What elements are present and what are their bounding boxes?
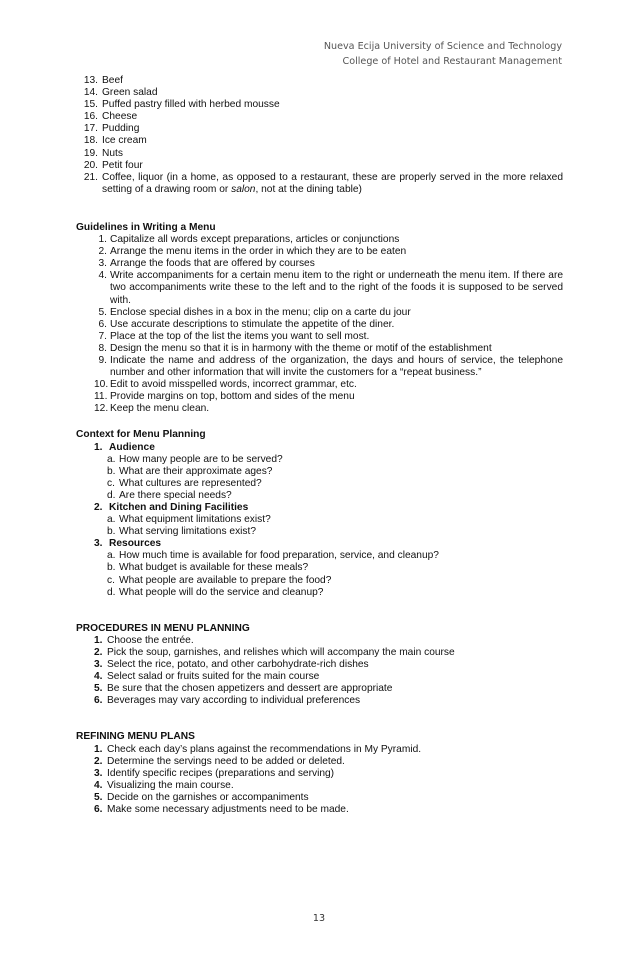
list-item xyxy=(76,160,563,172)
page-content xyxy=(76,75,563,816)
item-number: 5. xyxy=(94,683,103,695)
list-item xyxy=(76,111,563,123)
item-text: What serving limitations exist? xyxy=(119,526,257,538)
list-item xyxy=(94,744,563,756)
list-item xyxy=(94,258,563,270)
list-item xyxy=(94,671,563,683)
refining-list xyxy=(94,744,563,817)
item-number: 18. xyxy=(83,135,98,147)
item-text: Nuts xyxy=(102,147,123,159)
item-text: Identify specific recipes (preparations and serving) xyxy=(107,767,335,779)
list-item xyxy=(76,123,563,135)
sub-list xyxy=(107,514,563,538)
list-item xyxy=(107,526,563,538)
item-text: Select the rice, potato, and other carbohydrate-rich dishes xyxy=(107,659,369,671)
item-text: Write accompaniments for a certain menu item to the right or underneath the menu item. If there are two accompaniments write these to the left and to the right of the foods it is supposed to be served with. xyxy=(110,270,563,306)
list-item xyxy=(94,246,563,258)
item-text: Visualizing the main course. xyxy=(107,779,234,791)
item-number: 8. xyxy=(98,342,107,354)
item-text: Pick the soup, garnishes, and relishes which will accompany the main course xyxy=(107,646,455,658)
item-number: 12. xyxy=(94,403,109,415)
header-university: Nueva Ecija University of Science and Technology xyxy=(323,41,562,52)
list-item xyxy=(107,575,563,587)
item-number: 2. xyxy=(98,246,107,258)
item-text: Use accurate descriptions to stimulate the appetite of the diner. xyxy=(110,318,395,330)
list-item xyxy=(107,454,563,466)
item-number: 1. xyxy=(98,234,107,246)
item-number: 16. xyxy=(83,111,98,123)
list-item xyxy=(107,587,563,599)
item-number: 5. xyxy=(94,791,103,803)
list-item xyxy=(76,75,563,87)
item-text: Arrange the foods that are offered by courses xyxy=(110,258,315,270)
list-item xyxy=(94,403,563,415)
section-heading: REFINING MENU PLANS xyxy=(76,731,195,743)
list-item xyxy=(107,466,563,478)
list-item xyxy=(94,804,563,816)
item-number: 4. xyxy=(94,779,103,791)
item-text: Arrange the menu items in the order in which they are to be eaten xyxy=(110,246,407,258)
item-number: b. xyxy=(107,526,116,538)
list-item xyxy=(76,99,563,111)
list-item xyxy=(94,355,563,379)
list-item xyxy=(94,695,563,707)
section-heading: PROCEDURES IN MENU PLANNING xyxy=(76,622,250,634)
item-text: What cultures are represented? xyxy=(119,477,262,489)
item-number: 4. xyxy=(94,671,103,683)
page-header xyxy=(324,40,562,69)
item-number: 6. xyxy=(94,803,103,815)
item-text: Green salad xyxy=(102,87,158,99)
item-text: How many people are to be served? xyxy=(119,453,283,465)
list-item xyxy=(107,562,563,574)
item-number: 6. xyxy=(98,318,107,330)
item-number: 4. xyxy=(98,270,107,282)
item-number: 14. xyxy=(83,87,98,99)
list-item xyxy=(94,768,563,780)
item-text: Choose the entrée. xyxy=(107,634,194,646)
item-number: b. xyxy=(107,562,116,574)
item-text: Edit to avoid misspelled words, incorrect grammar, etc. xyxy=(110,379,357,391)
subsection-title: Audience xyxy=(109,441,155,453)
item-text: Indicate the name and address of the organization, the days and hours of service, the telephone number and other information that will invite the customers for a “repeat business.” xyxy=(110,354,563,379)
context-section xyxy=(76,429,563,598)
item-text: Cheese xyxy=(102,111,138,123)
course-list xyxy=(76,75,563,196)
item-number: 2. xyxy=(94,646,103,658)
item-number: 10. xyxy=(94,379,109,391)
list-item xyxy=(94,659,563,671)
item-number: d. xyxy=(107,489,116,501)
item-number: 13. xyxy=(83,75,98,86)
item-text: Pudding xyxy=(102,123,140,135)
list-item xyxy=(76,135,563,147)
item-number: 21. xyxy=(83,171,98,183)
context-list xyxy=(76,442,563,599)
list-item xyxy=(76,172,563,196)
list-item xyxy=(107,514,563,526)
section-heading: Context for Menu Planning xyxy=(76,429,206,441)
item-text: Provide margins on top, bottom and sides of the menu xyxy=(110,391,355,403)
refining-section xyxy=(76,731,563,816)
item-text: Keep the menu clean. xyxy=(110,403,210,415)
item-text-italic: salon xyxy=(231,183,256,195)
list-item xyxy=(94,343,563,355)
item-number: 2. xyxy=(94,755,103,767)
sub-list xyxy=(107,454,563,502)
subsection-heading xyxy=(94,538,563,550)
page-number: 13 xyxy=(312,913,326,924)
procedures-list xyxy=(94,635,563,708)
subsection-title: Resources xyxy=(109,538,162,550)
item-text: Place at the top of the list the items you want to sell most. xyxy=(110,330,370,342)
list-item xyxy=(94,635,563,647)
list-item xyxy=(94,307,563,319)
item-number: b. xyxy=(107,465,116,477)
list-item xyxy=(76,148,563,160)
item-text: Ice cream xyxy=(102,135,147,147)
item-text: Beverages may vary according to individual preferences xyxy=(107,695,361,707)
item-number: c. xyxy=(107,574,115,586)
list-item xyxy=(94,379,563,391)
item-number: 9. xyxy=(98,354,107,366)
item-text: What budget is available for these meals? xyxy=(119,562,309,574)
list-item xyxy=(94,234,563,246)
item-text: Puffed pastry filled with herbed mousse xyxy=(102,99,280,111)
item-text: Design the menu so that it is in harmony with the theme or motif of the establishment xyxy=(110,342,492,354)
list-item xyxy=(94,792,563,804)
sub-list xyxy=(107,550,563,598)
item-text: How much time is available for food preparation, service, and cleanup? xyxy=(119,550,439,562)
item-text: Beef xyxy=(102,75,123,86)
item-text: What equipment limitations exist? xyxy=(119,514,271,526)
item-number: c. xyxy=(107,477,115,489)
item-text: , not at the dining table) xyxy=(255,183,362,195)
item-text: Select salad or fruits suited for the main course xyxy=(107,671,320,683)
item-text: What are their approximate ages? xyxy=(119,465,273,477)
item-text: Are there special needs? xyxy=(119,489,232,501)
list-item xyxy=(94,756,563,768)
subsection-heading xyxy=(94,502,563,514)
list-item xyxy=(94,391,563,403)
item-number: a. xyxy=(107,550,116,562)
list-item xyxy=(94,647,563,659)
item-number: 3. xyxy=(94,767,103,779)
item-number: 11. xyxy=(94,391,108,403)
item-text: Decide on the garnishes or accompaniments xyxy=(107,791,309,803)
item-number: 1. xyxy=(94,743,103,755)
item-number: 15. xyxy=(83,99,98,111)
subsection-number: 3. xyxy=(94,538,103,550)
list-item xyxy=(94,270,563,306)
list-item xyxy=(94,780,563,792)
item-number: a. xyxy=(107,514,116,526)
item-text: What people will do the service and cleanup? xyxy=(119,586,324,598)
list-item xyxy=(107,478,563,490)
list-item xyxy=(107,550,563,562)
list-item xyxy=(76,87,563,99)
item-text: Be sure that the chosen appetizers and dessert are appropriate xyxy=(107,683,393,695)
item-text: Petit four xyxy=(102,159,143,171)
item-text: Check each day’s plans against the recommendations in My Pyramid. xyxy=(107,743,422,755)
item-number: 20. xyxy=(83,159,98,171)
list-item xyxy=(94,331,563,343)
item-number: 5. xyxy=(98,306,107,318)
item-number: 3. xyxy=(98,258,107,270)
list-item xyxy=(94,683,563,695)
item-number: 19. xyxy=(83,147,98,159)
item-text: Capitalize all words except preparations, articles or conjunctions xyxy=(110,234,400,246)
list-item xyxy=(107,490,563,502)
item-text: Determine the servings need to be added or deleted. xyxy=(107,755,345,767)
item-number: 3. xyxy=(94,659,103,671)
item-text: Make some necessary adjustments need to be made. xyxy=(107,803,349,815)
item-text: Enclose special dishes in a box in the menu; clip on a carte du jour xyxy=(110,306,411,318)
item-text: What people are available to prepare the food? xyxy=(119,574,332,586)
procedures-section xyxy=(76,623,563,708)
item-number: d. xyxy=(107,586,116,598)
header-college: College of Hotel and Restaurant Management xyxy=(342,55,562,67)
item-number: 7. xyxy=(98,330,107,342)
section-heading: Guidelines in Writing a Menu xyxy=(76,221,216,233)
item-text: Coffee, liquor (in a home, as opposed to a restaurant, these are properly served in the more relaxed setting of a drawing room or xyxy=(102,171,563,195)
list-item xyxy=(94,319,563,331)
item-number: 1. xyxy=(94,634,103,646)
item-number: 6. xyxy=(94,695,103,707)
subsection-title: Kitchen and Dining Facilities xyxy=(109,502,249,513)
subsection-number: 1. xyxy=(94,441,103,453)
guidelines-section xyxy=(76,222,563,416)
subsection-number: 2. xyxy=(94,502,103,513)
subsection-heading xyxy=(94,442,563,454)
guidelines-list xyxy=(94,234,563,415)
item-number: 17. xyxy=(83,123,98,135)
item-number: a. xyxy=(107,453,116,465)
